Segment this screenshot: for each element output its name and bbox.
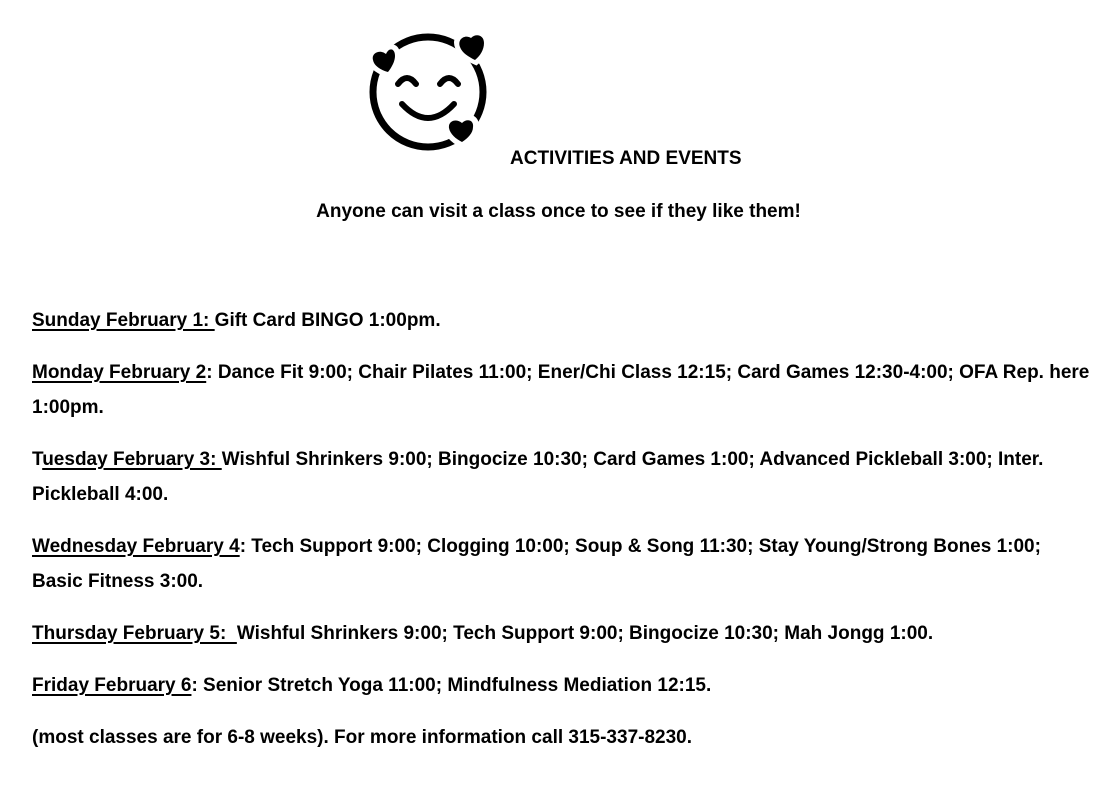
day-label: Sunday February 1:	[32, 310, 215, 331]
activities-text: : Senior Stretch Yoga 11:00; Mindfulness Mediation 12:15.	[191, 675, 712, 696]
schedule-entry-thursday	[32, 616, 1094, 651]
schedule-list	[32, 303, 1094, 772]
schedule-entry-sunday	[32, 303, 1094, 338]
day-label: Monday February 2	[32, 362, 207, 383]
activities-text: Wishful Shrinkers 9:00; Bingocize 10:30; Card Games 1:00; Advanced Pickleball 3:00; Inter. Pickleball 4:00.	[32, 449, 1044, 505]
page-subtitle: Anyone can visit a class once to see if they like them!	[316, 201, 801, 222]
day-label-prefix: T	[32, 449, 43, 470]
footer-note: (most classes are for 6-8 weeks). For more information call 315-337-8230.	[32, 727, 693, 748]
activities-text: : Dance Fit 9:00; Chair Pilates 11:00; Ener/Chi Class 12:15; Card Games 12:30-4:00; OFA Rep. here 1:00pm.	[32, 362, 1090, 418]
day-label: uesday February 3:	[42, 449, 222, 470]
schedule-entry-tuesday	[32, 442, 1094, 512]
schedule-entry-friday	[32, 668, 1094, 703]
activities-text: Wishful Shrinkers 9:00; Tech Support 9:00; Bingocize 10:30; Mah Jongg 1:00.	[236, 623, 934, 644]
smiling-face-with-hearts-icon	[366, 32, 492, 152]
page-title: ACTIVITIES AND EVENTS	[510, 148, 742, 169]
day-label: Friday February 6	[32, 675, 192, 696]
schedule-entry-monday	[32, 355, 1094, 425]
activities-text: Gift Card BINGO 1:00pm.	[214, 310, 441, 331]
activities-text: : Tech Support 9:00; Clogging 10:00; Soup & Song 11:30; Stay Young/Strong Bones 1:00; Basic Fitness 3:00.	[32, 536, 1041, 592]
schedule-entry-wednesday	[32, 529, 1094, 599]
day-label: Thursday February 5:	[32, 623, 237, 644]
day-label: Wednesday February 4	[32, 536, 240, 557]
